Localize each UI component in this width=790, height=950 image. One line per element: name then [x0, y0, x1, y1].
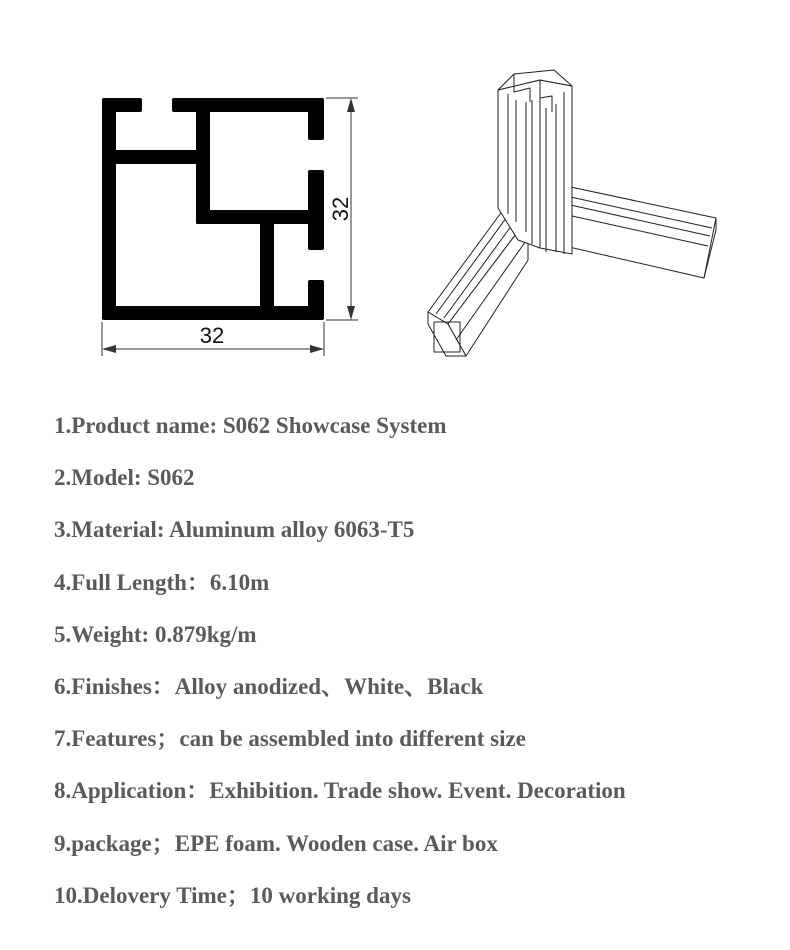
spec-finishes: 6.Finishes：Alloy anodized、White、Black [54, 673, 484, 699]
spec-material: 3.Material: Aluminum alloy 6063-T5 [54, 517, 415, 543]
spec-features: 7.Features；can be assembled into different size [54, 726, 526, 752]
height-dimension-label: 32 [328, 196, 353, 222]
spec-weight: 5.Weight: 0.879kg/m [54, 621, 257, 647]
profile-drawings [0, 0, 790, 400]
spec-product-name: 1.Product name: S062 Showcase System [54, 413, 447, 438]
assembly-sketch [428, 70, 716, 356]
width-dimension-label: 32 [199, 323, 225, 348]
spec-model: 2.Model: S062 [54, 465, 195, 491]
spec-application: 8.Application：Exhibition. Trade show. Event. Decoration [54, 778, 626, 804]
vertical-post [498, 70, 572, 254]
product-figures [0, 0, 790, 400]
spec-package: 9.package；EPE foam. Wooden case. Air box [54, 830, 498, 856]
right-bar [556, 186, 716, 278]
spec-delivery-time: 10.Delovery Time；10 working days [54, 882, 411, 908]
cross-section-profile [102, 98, 324, 320]
spec-list [54, 406, 784, 928]
spec-full-length: 4.Full Length：6.10m [54, 569, 270, 595]
